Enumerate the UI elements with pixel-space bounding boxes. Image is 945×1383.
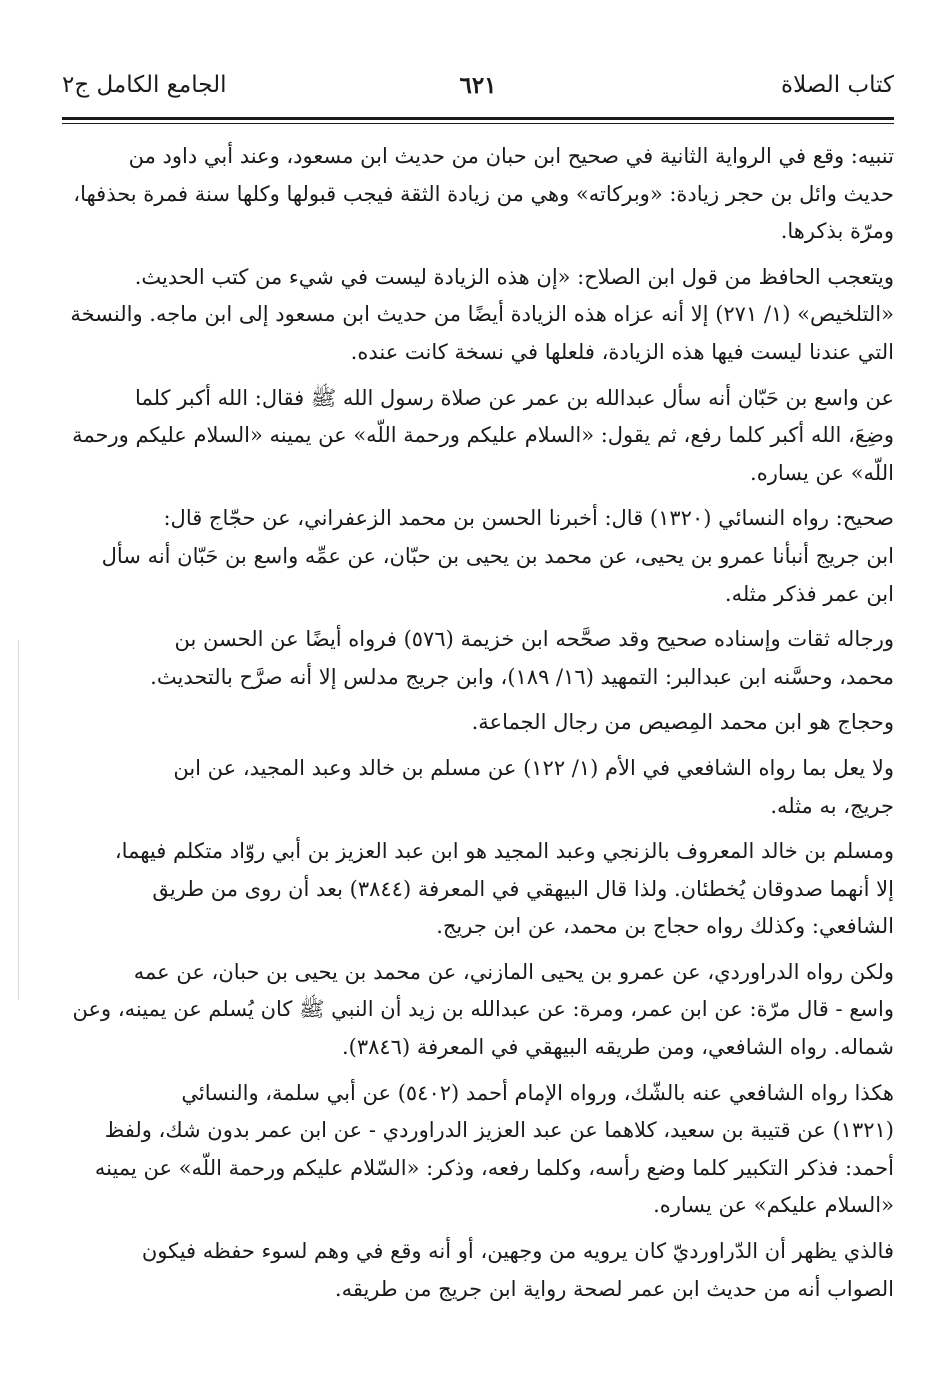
text-line: الشافعي: وكذلك رواه حجاج بن محمد، عن ابن جريج. bbox=[436, 914, 894, 939]
text-line: «التلخيص» (١/ ٢٧١) إلا أنه عزاه هذه الزيادة أيضًا من حديث ابن مسعود إلى ابن ماجه. والنسخة bbox=[70, 302, 894, 327]
chapter-title: كتاب الصلاة bbox=[781, 72, 894, 98]
text-line: تنبيه: وقع في الرواية الثانية في صحيح ابن حبان من حديث ابن مسعود، وعند أبي داود من bbox=[128, 144, 894, 168]
text-line: ولكن رواه الدراوردي، عن عمرو بن يحيى المازني، عن محمد بن يحيى بن حبان، عن عمه bbox=[133, 959, 894, 984]
paragraph bbox=[62, 954, 894, 1067]
paragraph bbox=[62, 1233, 894, 1308]
text-line: واسع - قال مرّة: عن ابن عمر، ومرة: عن عبدالله بن زيد أن النبي ﷺ كان يُسلم عن يمينه، وعن bbox=[72, 997, 894, 1022]
text-line: ولا يعل بما رواه الشافعي في الأم (١/ ١٢٢) عن مسلم بن خالد وعبد المجيد، عن ابن bbox=[173, 755, 894, 780]
paragraph bbox=[62, 621, 894, 696]
page-number: ٦٢١ bbox=[459, 72, 497, 99]
text-line: «السلام عليكم» عن يساره. bbox=[653, 1193, 894, 1218]
text-line: ومسلم بن خالد المعروف بالزنجي وعبد المجيد هو ابن عبد العزيز بن أبي روّاد متكلم فيهما، bbox=[114, 839, 894, 864]
header-rule-thin bbox=[62, 123, 894, 124]
paragraph bbox=[62, 380, 894, 493]
page-body bbox=[62, 138, 894, 1316]
text-line: حديث وائل بن حجر زيادة: «وبركاته» وهي من زيادة الثقة فيجب قبولها وكلها سنة فمرة بحذفها، bbox=[73, 181, 894, 206]
paragraph bbox=[62, 704, 894, 742]
text-line: (١٣٢١) عن قتيبة بن سعيد، كلاهما عن عبد العزيز الدراوردي - عن ابن عمر بدون شك، ولفظ bbox=[104, 1118, 894, 1143]
text-line: اللّه» عن يساره. bbox=[750, 460, 894, 485]
text-line: صحيح: رواه النسائي (١٣٢٠) قال: أخبرنا الحسن بن محمد الزعفراني، عن حجّاج قال: bbox=[163, 506, 894, 531]
text-line: محمد، وحسَّنه ابن عبدالبر: التمهيد (١٦/ ١٨٩)، وابن جريج مدلس إلا أنه صرَّح بالتحديث. bbox=[150, 664, 894, 689]
text-line: ومرّة بذكرها. bbox=[780, 219, 894, 244]
text-line: إلا أنهما صدوقان يُخطئان. ولذا قال البيهقي في المعرفة (٣٨٤٤) بعد أن روى من طريق bbox=[152, 876, 894, 901]
text-line: أحمد: فذكر التكبير كلما وضع رأسه، وكلما رفعه، وذكر: «السّلام عليكم ورحمة اللّه» عن يمينه bbox=[94, 1155, 894, 1180]
text-line: الصواب أنه من حديث ابن عمر لصحة رواية ابن جريج من طريقه. bbox=[334, 1276, 894, 1301]
paragraph bbox=[62, 500, 894, 613]
text-line: شماله. رواه الشافعي، ومن طريقه البيهقي في المعرفة (٣٨٤٦). bbox=[341, 1035, 894, 1060]
text-line: ورجاله ثقات وإسناده صحيح وقد صحَّحه ابن خزيمة (٥٧٦) فرواه أيضًا عن الحسن بن bbox=[174, 627, 894, 652]
paragraph bbox=[62, 138, 894, 251]
text-line: فالذي يظهر أن الدّراورديّ كان يرويه من وجهين، أو أنه وقع في وهم لسوء حفظه فيكون bbox=[141, 1239, 894, 1264]
text-line: جريج، به مثله. bbox=[770, 793, 894, 818]
paragraph bbox=[62, 259, 894, 372]
text-line: وحجاج هو ابن محمد المِصيص من رجال الجماعة. bbox=[471, 710, 894, 735]
running-header bbox=[62, 72, 894, 112]
text-line: ابن عمر فذكر مثله. bbox=[724, 581, 894, 606]
text-line: هكذا رواه الشافعي عنه بالشّك، ورواه الإمام أحمد (٥٤٠٢) عن أبي سلمة، والنسائي bbox=[181, 1080, 894, 1105]
text-line: ابن جريج أنبأنا عمرو بن يحيى، عن محمد بن يحيى بن حبّان، عن عمِّه واسع بن حَبّان أنه سأل bbox=[101, 543, 894, 568]
paragraph bbox=[62, 1075, 894, 1225]
book-title: الجامع الكامل ج٢ bbox=[62, 72, 227, 98]
header-rule-thick bbox=[62, 117, 894, 120]
paragraph bbox=[62, 833, 894, 946]
text-line: وضِعَ، الله أكبر كلما رفع، ثم يقول: «السلام عليكم ورحمة اللّه» عن يمينه «السلام عليكم ورحمة bbox=[72, 423, 894, 448]
text-line: التي عندنا ليست فيها هذه الزيادة، فلعلها في نسخة كانت عنده. bbox=[350, 339, 894, 364]
text-line: عن واسع بن حَبّان أنه سأل عبدالله بن عمر عن صلاة رسول الله ﷺ فقال: الله أكبر كلما bbox=[135, 385, 894, 410]
scan-margin-line bbox=[18, 640, 19, 1000]
paragraph bbox=[62, 750, 894, 825]
text-line: ويتعجب الحافظ من قول ابن الصلاح: «إن هذه الزيادة ليست في شيء من كتب الحديث. bbox=[134, 264, 894, 289]
